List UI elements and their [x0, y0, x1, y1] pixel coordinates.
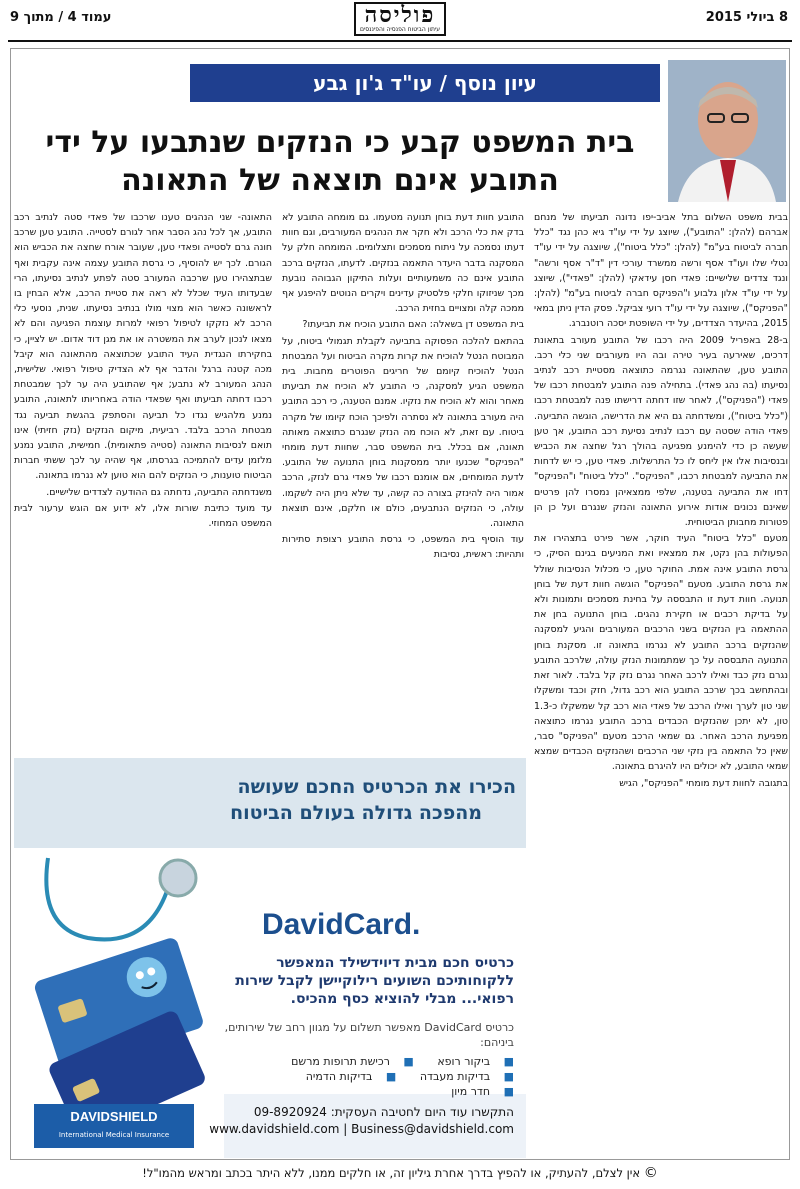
header-rule: [8, 40, 792, 42]
copyright-icon: ©: [643, 1165, 658, 1181]
author-photo: [668, 60, 786, 202]
paragraph: בית המשפט דן בשאלה: האם התובע הוכיח את תביעתו?: [302, 319, 524, 331]
masthead-logo: [338, 2, 462, 36]
davidshield-name: DAVIDSHIELD: [70, 1109, 158, 1124]
page-number: עמוד 4 / מתוך 9: [10, 10, 112, 25]
list-item: ■ רכישת תרופות מרשם: [291, 1055, 414, 1068]
article-column-3: [14, 210, 272, 756]
copyright-text: אין לצלם, להעתיק, או להפיץ בדרך אחרת גיליון זה, או חלקים ממנו, ללא היתר בכתב ומראש מהמו"ל!: [142, 1166, 641, 1180]
paragraph: מטעם "כלל ביטוח" העיד חוקר, אשר פירט בתצהירו את הפעולות בהן נקט, את ממצאיו ואת המניעים בגינם הסיק, כי גרסת התובע אינה אמת. החוקר טען, כי מכלול הנסיבות שולל את גרסת התובע. מטעם "הפניקס" הוגשה חוות דעת של בוחן תנועה. חוות דעת זו התבססה על בחינת מסמכים ותמונות ולא על בדיקת רכבים או חקירת נהגים. בוחן התנועה בחן את ההתאמה בין הנזקים בשני הרכבים המעורבים והגיע למסקנה שהנזקים ברכב התובע לא נגרמו בתאונה זו. מסקנת בוחן התנועה התבססה על כך שמתמונות הנזק עולה, שלרכב התובע נגרם נזק כבד ואילו לרכב האחר נגרם נזק קל בלבד. לאור זאת ובהתחשב בכך שרכב התובע הוא רכב גדול, חזק וכבד ומשקלו שני טון לערך ואילו הרכב של פאדי הוא רכב קל שמשקלו כ-1.3 טון, לא יתכן שהנזקים הכבדים ברכב התובע נגרמו כתוצאה מפגיעת הרכב האחר. גם שמאי הרכב מטעם "הפניקס" סבר, שאין כל התאמה בין נזקי שני הרכבים ושהנזקים הכבדים שמצא שמאי התובע, לא יכולים היו להיגרם בתאונה.: [534, 533, 788, 773]
paragraph: התובע חוות דעת בוחן תנועה מטעמו. גם מומחה התובע לא בדק את כלי הרכב ולא חקר את הנהגים המעורבים, וגם חוות דעתו נסמכה על ניתוח מסמכים ותצלומים. המומחה חלק על המסקנה בדבר היעדר התאמה בנזקים. לדעתו, הנזקים ברכב התובע אינם כה משמעותיים ועלות התיקון הגבוהה נובעת מכך שניזוקו חלקי פלסטיק עדינים ויקרים הנוטים להיפגע אף ממכה קלה ומצויים בחזית הרכב.: [282, 212, 524, 315]
logo-subtitle: עיתון הביטוח הפנסיה והפיננסים: [359, 26, 441, 33]
logo-word: פוליסה: [364, 2, 436, 28]
paragraph: בהתאם להלכה הפסוקה בתביעה לקבלת תגמולי ביטוח, על המבוטח הנטל להוכיח את קרות מקרה הביטוח ועל המבטחת הנטל להוכיח קיומם של חריגים הפוטרים מחבות. בית המשפט הגיע למסקנה, כי התובע לא הוכיח את תביעתו מאחר והוא לא הוכיח את נזקיו. אמנם הטענה, כי רכב התובע היה מעורב בתאונה לא נסתרה ולפיכך הוכח קיומו של מקרה ביטוח. עם זאת, לא הוכח מה הנזק שנגרם כתוצאה מאותה תאונה, אם בכלל. בית המשפט סבר, שחוות דעת מומחי "הפניקס" שכנעו יותר ממסקנות בוחן התנועה של התובע. לדעת המומחים, אם אומנם רכבו של פאדי גרם לנזק, הרכב אמור היה להינזק בצורה כה קשה, עד שלא ניתן היה לשקמו. עולה, כי הנזקים הנתבעים, כולם או חלקם, אינם תוצאת התאונה.: [282, 335, 524, 530]
davidcard-brand: DavidCard.: [262, 908, 421, 941]
article-column-2: [282, 210, 524, 756]
list-item: ■ חדר מיון: [451, 1085, 514, 1098]
ad-intro: כרטיס DavidCard מאפשר תשלום על מגוון רחב של שירותים, ביניהם:: [224, 1021, 514, 1049]
paragraph: משנדחתה התביעה, נדחתה גם ההודעה לצדדים שלישיים.: [46, 486, 272, 498]
list-item: ■ בדיקות מעבדה: [419, 1070, 514, 1083]
issue-date: 8 ביולי 2015: [705, 10, 788, 25]
paragraph: בבית משפט השלום בתל אביב-יפו נדונה תביעתו של מנחם אברהם (להלן: "התובע"), שיוצג על ידי עו"ד גיא כהן נגד "כלל חברה לביטוח בע"מ" (להלן: "כלל ביטוח"), שיוצגה על ידי עו"ד נטלי שלו ועו"ד אסף ורשה ממשרד עורכי דין "ד"ר אסף ורשה" ונגד צדדים שלישיים: פאדי חסן עידאקי (להלן: "פאדי"), שיוצג על ידי עו"ד אלון גלבוע ו"הפניקס חברה לביטוח בע"מ" (להלן: "הפניקס"), שיוצגה על ידי עו"ד רועי צביקל. פסק הדין ניתן במאי 2015, בהיעדר הצדדים, על ידי השופטת יסכה רוטנברג.: [534, 212, 788, 330]
davidshield-logo: [34, 1104, 194, 1148]
paragraph: עד מועד כתיבת שורות אלו, לא ידוע אם הוגש ערעור לבית המשפט המחוזי.: [14, 502, 272, 530]
paragraph: עוד הוסיף בית המשפט, כי גרסת התובע רצופת סתירות ותהיות: ראשית, נסיבות: [282, 534, 524, 561]
copyright-footer: [0, 1165, 800, 1185]
article-column-1: [534, 210, 788, 1156]
paragraph: התאונה- שני הנהגים טענו שרכבו של פאדי סטה לנתיב רכב התובע, אך לכל נהג הסבר אחר לגורם לסטייה. התובע טען שרכב חונה גרם לסטייה ופאדי טען, שעובר אורח שחצה את הכביש הוא הגורם. לכך יש להוסיף, כי גרסת התובע עצמה אינה עקבית ואף שבתצהירו טען שרכבה המעורב סטה לפתע לנתיב נסיעתו, הרי שבעדותו העיד שכלל לא ראה את סטיית הרכב, אלא הבחין בו לראשונה כאשר הוא מצוי מולו בנתיב נסיעתו. שנית, נוסעי כלי הרכב לא נזקקו לטיפול רפואי למרות עוצמת הפגיעה והם לא מצאו לנכון לערב את המשטרה או את מגן דוד אדום. יש לציין, כי בחקירתו הנגדית העיד התובע שכתוצאה מהתאונה הוא קיבל מכה קטנה ברגל והדבר אף לא הצדיק טיפול רפואי. שלישית, הנהג המעורב לא נתבע; אף שהתובע היה ער לכך שמבטחת רכבו דחתה תביעתו ואף שפאדי הודה באחריותו לתאונה, התובע נמנע מלהגיש נגדו כל תביעה והסתפק בהגשת תביעה נגד מבטחת הרכב בלבד. רביעית, מיקום הנזקים (נזק חזיתי) אינו תואם לנסיבות התאונה (סטייה פתאומית). חמישית, התובע נמנע מלזמן עדים להתמיכה בגרסתו, אף שהיה ער לכך ששתי חברות הביטוח טוענות, כי הנזקים להם הוא טוען לא נגרמו בתאונה.: [14, 212, 272, 482]
contact-web[interactable]: www.davidshield.com | Business@davidshield.com: [209, 1122, 514, 1136]
paragraph: ב-28 באפריל 2009 היה רכבו של התובע מעורב בתאונת דרכים, שאירעה בעיר טירה ובה היו מעורבים שני כלי רכב. התובע טען, שהתאונה נגרמה כתוצאה מסטיית רכב לנתיב נסיעתו (בה נהג פאדי). בתחילה פנה התובע למבטחת רכבו של פאדי ("הפניקס"), לאחר שזו דחתה דרישתו פנה למבטחת רכבו ("כלל ביטוח"), ומשדחתה גם היא את הדרישה, הוגשה התביעה. פאדי הודה שסטה עם רכבו לנתיב נסיעת רכב התובע, אך טען שעשה כן כדי להימנע מפגיעה בהולך רגל שחצה את הכביש ובנסיבות אלו אין ליחס לו כל התרשלות. פאדי טען, כי יש לדחות את התביעה למבטחת רכבו, "הפניקס". "כלל ביטוח" ו"הפניקס" דחו את התביעה בטענה, שלפי ממצאיהן נמסרו להן פרטים שאינם נכונים אודות אירוע התאונה והנזק שנגרם ועל כן הן פטורות מחבותן הביטוחית.: [534, 334, 788, 529]
bullet-icon: ■: [503, 1085, 514, 1098]
list-item: ■ ביקור רופא: [437, 1055, 514, 1068]
ad-title-line1: הכירו את הכרטיס החכם שעושה: [237, 776, 516, 798]
headline: בית המשפט קבע כי הנזקים שנתבעו על ידי התובע אינם תוצאה של התאונה: [45, 125, 635, 198]
bullet-icon: ■: [503, 1055, 514, 1068]
bullet-icon: ■: [403, 1055, 414, 1068]
bullet-icon: ■: [385, 1070, 397, 1083]
contact-phone[interactable]: התקשרו עוד היום לחטיבה העסקית: 09-8920924: [253, 1105, 514, 1119]
ad-services-list: [214, 1054, 514, 1099]
ad-contact[interactable]: [194, 1104, 514, 1138]
davidshield-tagline: International Medical Insurance: [58, 1131, 170, 1139]
list-item: ■ בדיקות הדמיה: [305, 1070, 397, 1083]
ad-pitch: כרטיס חכם מבית דיוידשילד המאפשר ללקוחותיכם השועים רילוקיישן לקבל שירות רפואי... מבלי להוציא כסף מהכיס.: [235, 955, 514, 1007]
paragraph: בתגובה לחוות דעת מומחי "הפניקס", הגיש: [619, 777, 788, 789]
page-header: [0, 0, 800, 38]
byline: עיון נוסף / עו"ד ג'ון גבע: [190, 64, 660, 102]
bullet-icon: ■: [503, 1070, 514, 1083]
ad-title-line2: מהפכה גדולה בעולם הביטוח: [230, 802, 482, 824]
davidcard-advertisement[interactable]: [14, 758, 526, 1158]
stethoscope-card-image: [28, 848, 228, 1138]
